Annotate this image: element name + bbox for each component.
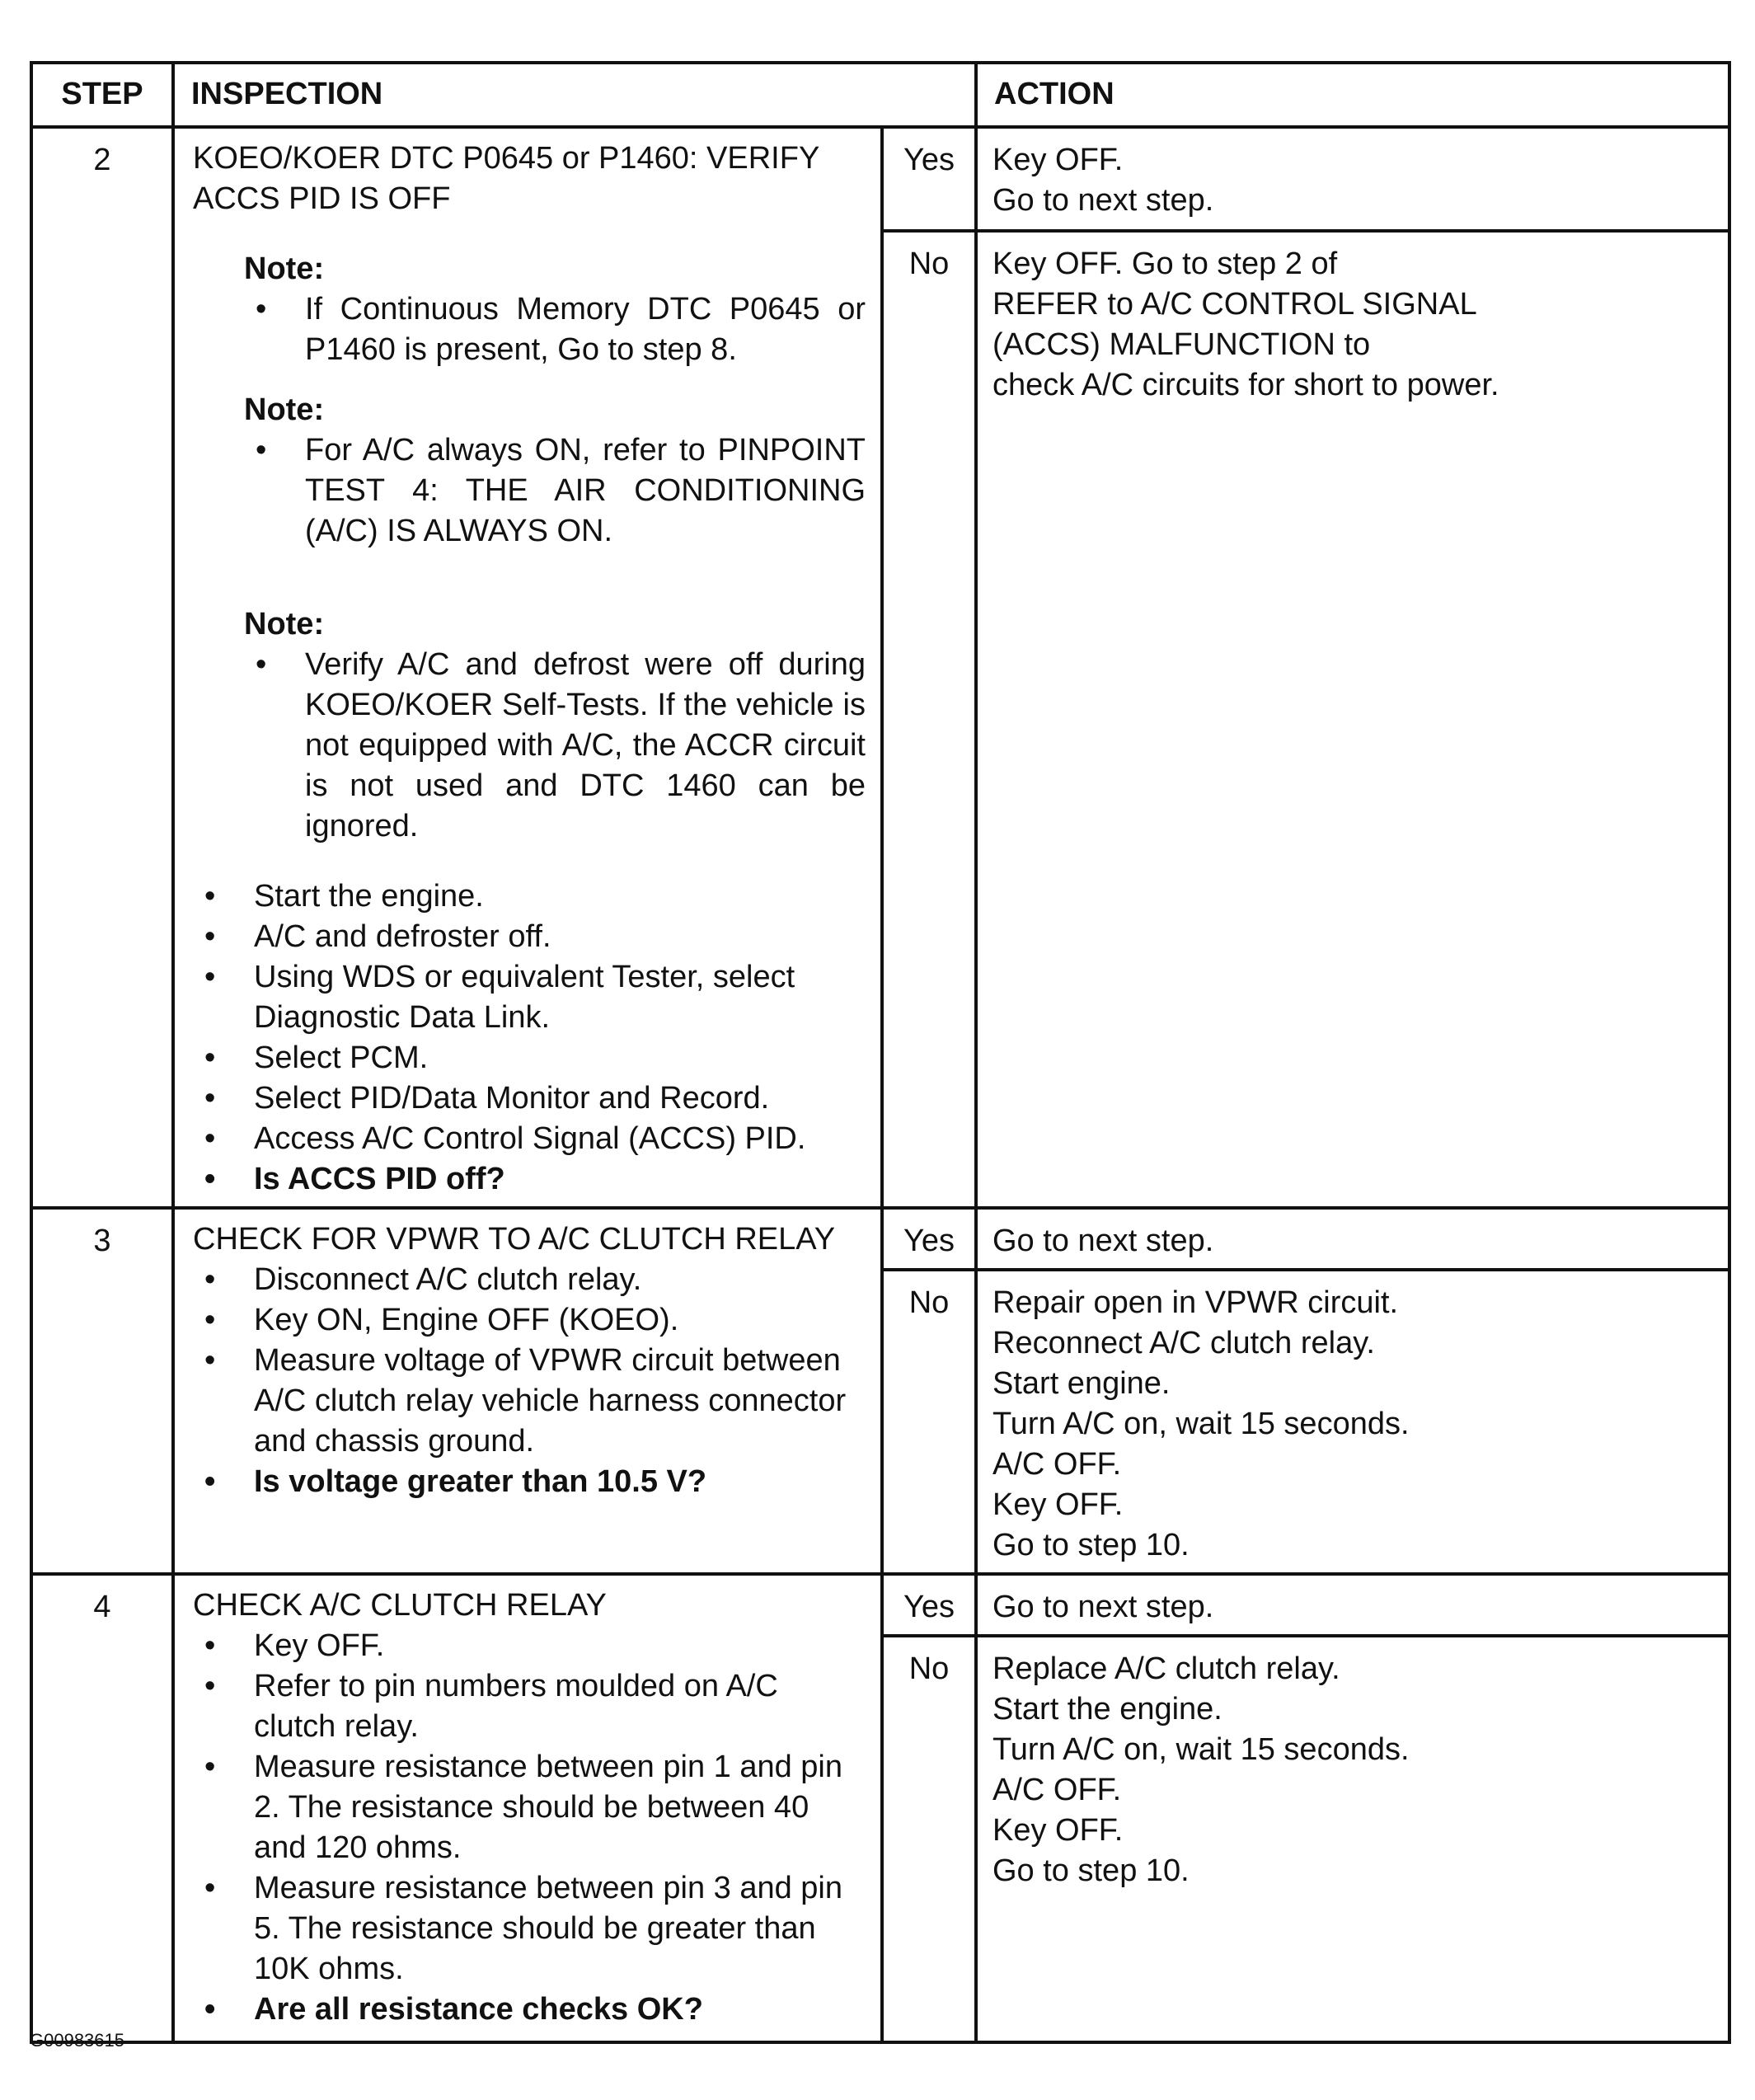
- action-line: Replace A/C clutch relay.: [992, 1651, 1340, 1686]
- question-item: • Is ACCS PID off?: [193, 1159, 866, 1200]
- diagnostic-table: [30, 61, 1731, 2044]
- note-block: [244, 604, 866, 847]
- note-label: Note:: [244, 607, 325, 641]
- action-line: Go to step 10.: [992, 1528, 1190, 1562]
- inspection-title: CHECK A/C CLUTCH RELAY: [193, 1588, 607, 1623]
- no-label: No: [882, 1270, 976, 1574]
- inspection-cell: [173, 127, 882, 1208]
- step-number: 4: [31, 1574, 173, 2042]
- inspection-title: CHECK FOR VPWR TO A/C CLUTCH RELAY: [193, 1222, 836, 1257]
- note-text: • For A/C always ON, refer to PINPOINT TEST 4: THE AIR CONDITIONING (A/C) IS ALWAYS ON.: [244, 430, 866, 552]
- action-line: A/C OFF.: [992, 1447, 1122, 1482]
- action-line: (ACCS) MALFUNCTION to: [992, 327, 1371, 362]
- action-line: Start engine.: [992, 1366, 1171, 1401]
- note-label: Note:: [244, 392, 325, 427]
- action-line: Go to next step.: [992, 1224, 1214, 1258]
- yes-action: [976, 1574, 1729, 1636]
- action-line: Go to step 10.: [992, 1853, 1190, 1888]
- no-label: No: [882, 1636, 976, 2042]
- action-line: Start the engine.: [992, 1692, 1222, 1727]
- action-line: check A/C circuits for short to power.: [992, 367, 1499, 402]
- yes-label: Yes: [882, 1208, 976, 1270]
- list-item: • Measure voltage of VPWR circuit between A/C clutch relay vehicle harness connector and chassis ground.: [193, 1341, 866, 1462]
- table-row-step-4-yes: [31, 1574, 1729, 1636]
- action-line: A/C OFF.: [992, 1773, 1122, 1807]
- header-action: ACTION: [976, 63, 1729, 127]
- figure-id-caption: G00983615: [30, 2030, 124, 2051]
- list-item: • Select PID/Data Monitor and Record.: [193, 1078, 866, 1119]
- action-line: Turn A/C on, wait 15 seconds.: [992, 1407, 1410, 1441]
- list-item: • Access A/C Control Signal (ACCS) PID.: [193, 1119, 866, 1159]
- list-item: • Measure resistance between pin 1 and pin 2. The resistance should be between 40 and 120 ohms.: [193, 1747, 866, 1868]
- header-step: STEP: [31, 63, 173, 127]
- action-line: Turn A/C on, wait 15 seconds.: [992, 1732, 1410, 1767]
- action-line: Key OFF. Go to step 2 of: [992, 246, 1338, 281]
- inspection-cell: [173, 1208, 882, 1574]
- list-item: • Refer to pin numbers moulded on A/C clutch relay.: [193, 1666, 866, 1747]
- step-number: 3: [31, 1208, 173, 1574]
- action-line: Key OFF.: [992, 1813, 1124, 1848]
- action-line: Go to next step.: [992, 183, 1214, 218]
- list-item: • Key OFF.: [193, 1626, 866, 1666]
- note-block: [244, 249, 866, 370]
- table-row-step-2-yes: [31, 127, 1729, 231]
- note-text: • If Continuous Memory DTC P0645 or P1460 is present, Go to step 8.: [244, 289, 866, 370]
- list-item: • Select PCM.: [193, 1038, 866, 1078]
- list-item: • Disconnect A/C clutch relay.: [193, 1260, 866, 1300]
- action-line: Go to next step.: [992, 1590, 1214, 1624]
- no-action: [976, 1270, 1729, 1574]
- header-inspection: INSPECTION: [173, 63, 976, 127]
- procedure-list: [193, 1626, 866, 2030]
- list-item: • Key ON, Engine OFF (KOEO).: [193, 1300, 866, 1341]
- note-text: • Verify A/C and defrost were off during KOEO/KOER Self-Tests. If the vehicle is not equipped with A/C, the ACCR circuit is not used and DTC 1460 can be ignored.: [244, 645, 866, 847]
- question-item: • Are all resistance checks OK?: [193, 1990, 866, 2030]
- list-item: • Measure resistance between pin 3 and pin 5. The resistance should be greater than 10K ohms.: [193, 1868, 866, 1990]
- yes-action: [976, 1208, 1729, 1270]
- yes-label: Yes: [882, 1574, 976, 1636]
- no-label: No: [882, 231, 976, 1208]
- list-item: • Using WDS or equivalent Tester, select Diagnostic Data Link.: [193, 957, 866, 1038]
- yes-action: [976, 127, 1729, 231]
- inspection-title: KOEO/KOER DTC P0645 or P1460: VERIFY ACCS PID IS OFF: [193, 141, 819, 216]
- header-row: [31, 63, 1729, 127]
- inspection-cell: [173, 1574, 882, 2042]
- table-row-step-3-yes: [31, 1208, 1729, 1270]
- yes-label: Yes: [882, 127, 976, 231]
- list-item: • A/C and defroster off.: [193, 917, 866, 957]
- procedure-list: [193, 1260, 866, 1502]
- action-line: Reconnect A/C clutch relay.: [992, 1326, 1375, 1360]
- no-action: [976, 1636, 1729, 2042]
- action-line: Key OFF.: [992, 1487, 1124, 1522]
- question-item: • Is voltage greater than 10.5 V?: [193, 1462, 866, 1502]
- list-item: • Start the engine.: [193, 876, 866, 917]
- procedure-list: [193, 876, 866, 1200]
- note-label: Note:: [244, 251, 325, 286]
- action-line: REFER to A/C CONTROL SIGNAL: [992, 286, 1477, 322]
- action-line: Key OFF.: [992, 143, 1124, 177]
- no-action: [976, 231, 1729, 1208]
- step-number: 2: [31, 127, 173, 1208]
- note-block: [244, 390, 866, 552]
- action-line: Repair open in VPWR circuit.: [992, 1285, 1399, 1320]
